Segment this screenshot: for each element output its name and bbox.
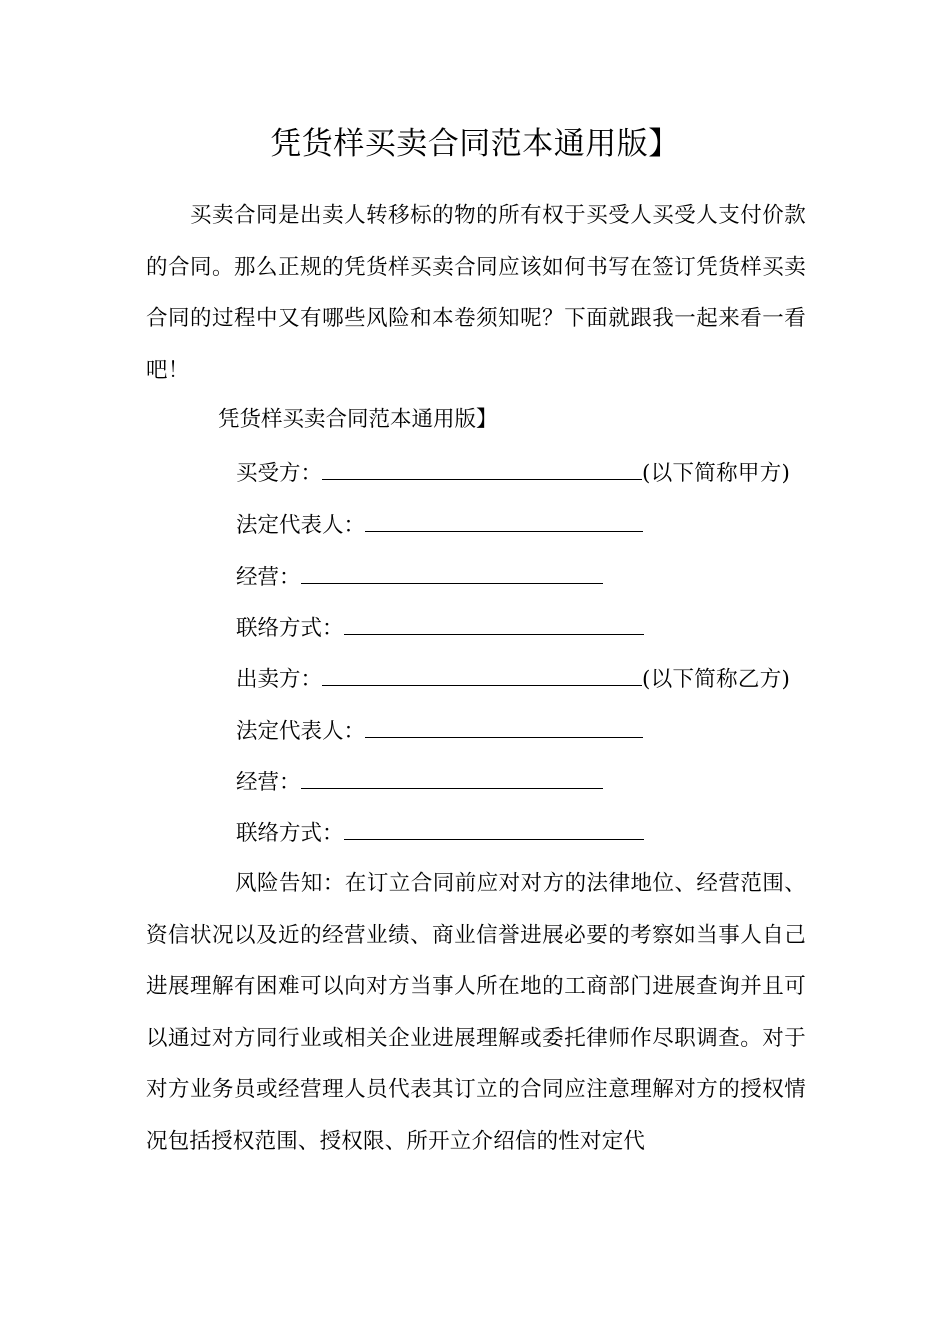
- buyer-business-blank[interactable]: [301, 561, 603, 584]
- buyer-rep-line: [236, 509, 643, 541]
- seller-business-line: [236, 766, 603, 798]
- buyer-business-label: 经营：: [236, 565, 301, 590]
- seller-contact-label: 联络方式：: [236, 821, 344, 846]
- risk-notice-paragraph: 风险告知：在订立合同前应对对方的法律地位、经营范围、资信状况以及近的经营业绩、商业信誉进展必要的考察如当事人自己进展理解有困难可以向对方当事人所在地的工商部门进展查询并且可以通过对方同行业或相关企业进展理解或委托律师作尽职调查。对于对方业务员或经营理人员代表其订立的合同应注意理解对方的授权情况包括授权范围、授权限、所开立介绍信的性对定代: [146, 871, 806, 1154]
- intro-paragraph: 买卖合同是出卖人转移标的物的所有权于买受人买受人支付价款的合同。那么正规的凭货样买卖合同应该如何书写在签订凭货样买卖合同的过程中又有哪些风险和本卷须知呢？下面就跟我一起来看一看吧！: [146, 203, 806, 383]
- seller-party-line: [236, 663, 790, 695]
- buyer-rep-label: 法定代表人：: [236, 513, 366, 538]
- seller-rep-blank[interactable]: [365, 715, 643, 738]
- buyer-contact-blank[interactable]: [344, 612, 644, 635]
- buyer-contact-line: [236, 612, 644, 644]
- seller-party-suffix: (以下简称乙方): [642, 667, 791, 692]
- buyer-business-line: [236, 561, 603, 593]
- seller-name-blank[interactable]: [322, 663, 642, 686]
- seller-party-label: 出卖方：: [236, 667, 323, 692]
- buyer-party-line: [236, 457, 790, 489]
- seller-rep-line: [236, 715, 643, 747]
- document-title: 凭货样买卖合同范本通用版】: [270, 126, 680, 162]
- buyer-contact-label: 联络方式：: [236, 616, 344, 641]
- buyer-name-blank[interactable]: [322, 457, 642, 480]
- buyer-party-label: 买受方：: [236, 461, 323, 486]
- seller-business-label: 经营：: [236, 770, 301, 795]
- buyer-party-suffix: (以下简称甲方): [642, 461, 791, 486]
- seller-rep-label: 法定代表人：: [236, 719, 366, 744]
- seller-contact-blank[interactable]: [344, 817, 644, 840]
- contract-subtitle: 凭货样买卖合同范本通用版】: [218, 407, 498, 432]
- buyer-rep-blank[interactable]: [365, 509, 643, 532]
- seller-business-blank[interactable]: [301, 766, 603, 789]
- seller-contact-line: [236, 817, 644, 849]
